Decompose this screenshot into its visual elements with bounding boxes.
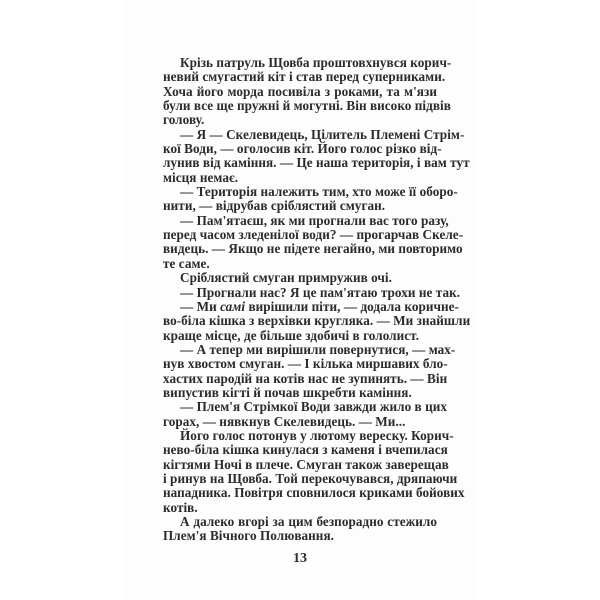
text-line: перед часом зледенілої води? — прогарчав Скеле- <box>163 227 464 243</box>
text-segment: вирішили піти, — додала коричне- <box>245 298 459 314</box>
text-line: — Плем'я Стрімкої Води завжди жило в цих <box>180 399 448 415</box>
text-line: А далеко вгорі за цим безпорадно стежило <box>180 514 437 529</box>
text-line: — А тепер ми вирішили повернутися, — мах- <box>180 341 456 357</box>
text-line: Його голос потонув у лютому вереску. Корич- <box>180 427 454 443</box>
text-line: видець. — Якщо не підете негайно, ми повторимо <box>163 241 463 257</box>
text-line: нападника. Повітря сповнилося криками бойових <box>163 485 465 501</box>
text-line: — Пам'ятаєш, як ми прогнали вас того разу, <box>180 212 449 228</box>
text-line: місця немає. <box>163 169 239 185</box>
emphasis-text: самі <box>220 298 246 314</box>
text-line: були все ще пружні й могутні. Він високо підвів <box>163 98 451 114</box>
text-segment: — Ми <box>180 298 221 314</box>
text-line: краще місце, де більше здобичі в гололист. <box>163 327 420 343</box>
text-line: — Я — Скелевидець, Цілитель Племені Стрім- <box>180 126 465 142</box>
text-line: Хоча його морда посивіла з роками, та м'язи <box>163 83 437 99</box>
text-line: і ринув на Щовба. Той перекочувався, дряпаючи <box>163 470 458 486</box>
text-line: нув хвостом смуган. — І кілька миршавих бло- <box>163 356 448 372</box>
text-line <box>163 298 459 314</box>
text-line: котів. <box>163 499 198 515</box>
text-line: голову. <box>163 112 205 128</box>
text-line: невий смугастий кіт і став перед суперниками. <box>163 69 446 85</box>
text-line: те саме. <box>163 255 210 271</box>
text-line: Плем'я Вічного Полювання. <box>163 528 334 544</box>
text-line: горах, — нявкнув Скелевидець. — Ми... <box>163 413 406 429</box>
text-line: нево-біла кішка кинулася з каменя і вчепилася <box>163 442 448 458</box>
text-line: випустив кігті й почав шкребти каміння. <box>163 384 412 400</box>
text-line: лунив від каміння. — Це наша територія, і вам тут <box>163 155 470 171</box>
text-line: Сріблястий смуган примружив очі. <box>180 270 392 286</box>
text-line: во-біла кішка з верхівки кругляка. — Ми знайшли <box>163 313 471 329</box>
text-line: кої Води, — оголосив кіт. Його голос різко від- <box>163 141 442 157</box>
text-line: — Прогнали нас? Я це пам'ятаю трохи не так. <box>180 284 461 300</box>
page-number: 13 <box>293 551 307 566</box>
text-line: — Територія належить тим, хто може її оборо- <box>180 184 458 200</box>
text-line: нити, — відрубав сріблястий смуган. <box>163 198 386 214</box>
text-line: кігтями Ночі в плече. Смуган також заверещав <box>163 456 449 472</box>
text-line: хастих пародій на котів нас не зупинять. — Він <box>163 370 448 386</box>
body-text <box>163 55 471 544</box>
text-line: Крізь патруль Щовба проштовхнувся корич- <box>180 55 452 70</box>
